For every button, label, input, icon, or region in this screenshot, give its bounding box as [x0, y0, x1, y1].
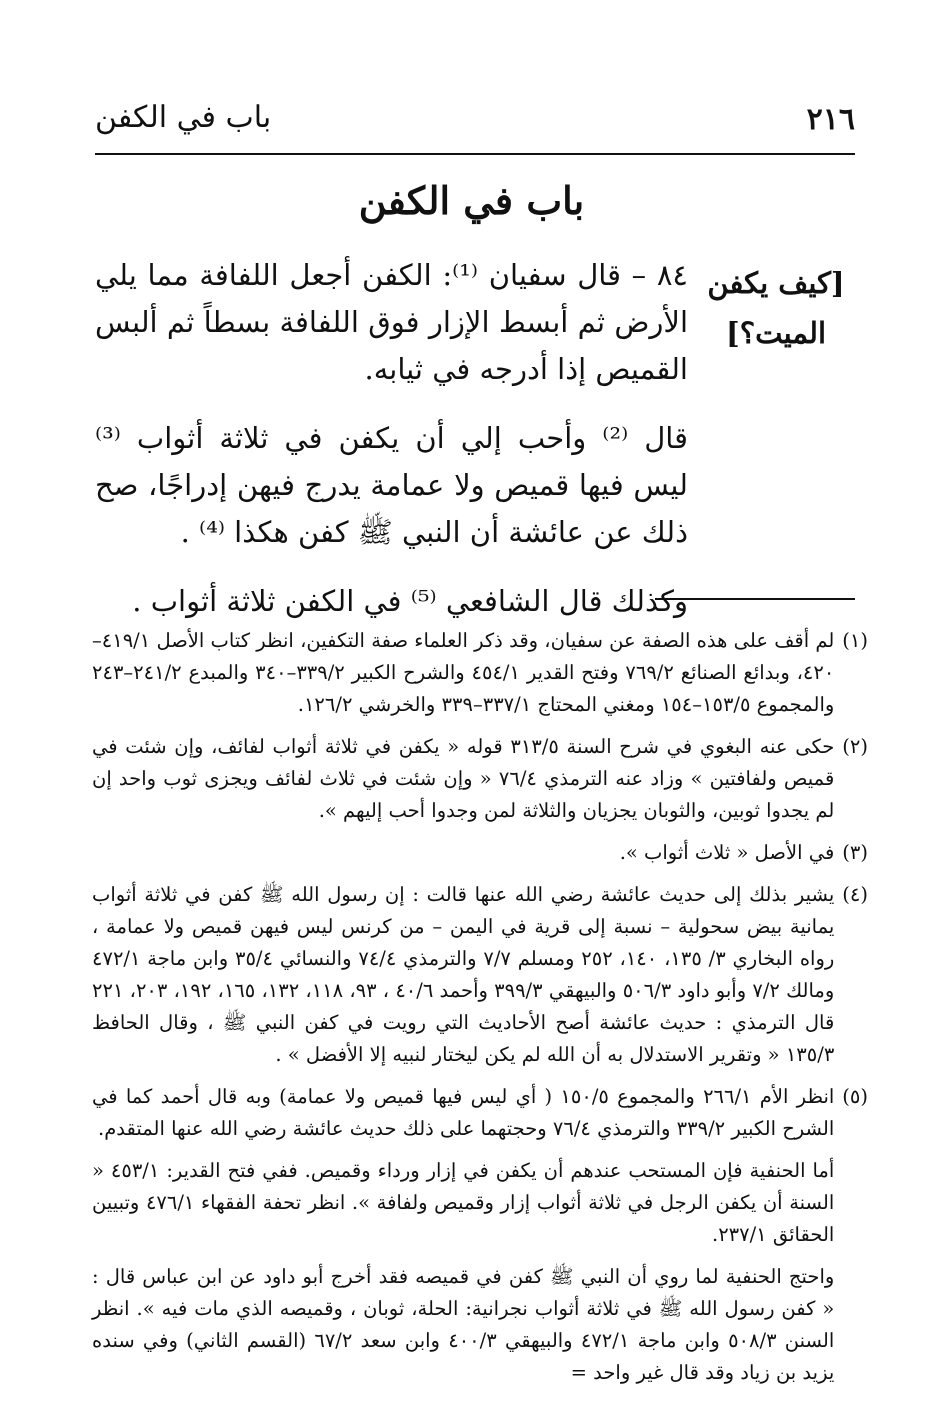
paragraph-2: قال ⁽²⁾ وأحب إلي أن يكفن في ثلاثة أثواب ⁽³⁾ ليس فيها قميص ولا عمامة يدرج فيهن إدراجًا، صح ذلك عن عائشة أن النبي ﷺ كفن هكذا ⁽⁴⁾ .: [95, 421, 688, 549]
footnote-label: (٢): [842, 735, 868, 758]
header-rule: [95, 153, 855, 155]
footnote-label: (٤): [842, 883, 868, 906]
paragraph-3: وكذلك قال الشافعي ⁽⁵⁾ في الكفن ثلاثة أثواب .: [132, 584, 688, 618]
footnote-5: [92, 1081, 868, 1399]
footnote-text: لم أقف على هذه الصفة عن سفيان، وقد ذكر العلماء صفة التكفين، انظر كتاب الأصل ٤١٩/١–٤٢٠، وبدائع الصنائع ٧٦٩/٢ وفتح القدير ٤٥٤/١ والشرح الكبير ٣٣٩/٢–٣٤٠ والمبدع ٢٤١/٢–٢٤٣ والمجموع ١٥٣/٥–١٥٤ ومغني المحتاج ٣٣٧/١–٣٣٩ والخرشي ١٢٦/٢.: [92, 629, 835, 716]
footnote-3: [92, 837, 868, 869]
paragraph-84: ٨٤ – قال سفيان ⁽¹⁾: الكفن أجعل اللفافة مما يلي الأرض ثم أبسط الإزار فوق اللفافة بسطاً ثم ألبس القميص إذا أدرجه في ثيابه.: [95, 258, 688, 386]
margin-note-line-1: [كيف يكفن: [707, 266, 845, 300]
footnote-text: حكى عنه البغوي في شرح السنة ٣١٣/٥ قوله « يكفن في ثلاثة أثواب لفائف، وإن شئت في قميص ولفافتين » وزاد عنه الترمذي ٧٦/٤ « وإن شئت في ثلاث لفائف ويجزى ثوب واحد إن لم يجدوا ثوبين، والثوبان يجزيان والثلاثة لمن وجدوا أحب إليهم ».: [92, 735, 835, 822]
margin-note-line-2: الميت؟]: [726, 316, 826, 350]
footnote-label: (٣): [842, 841, 868, 864]
footnote-label: (١): [842, 629, 868, 652]
page-number: ٢١٦: [806, 102, 855, 137]
footnote-1: [92, 625, 868, 721]
footnote-5-body: [92, 1081, 834, 1399]
footnote-text: في الأصل « ثلاث أثواب ».: [619, 841, 835, 864]
footnote-rule: [655, 598, 855, 600]
footnote-text: يشير بذلك إلى حديث عائشة رضي الله عنها قالت : إن رسول الله ﷺ كفن في ثلاثة أثواب يمانية بيض سحولية – نسبة إلى قرية في اليمن – من كرنس ليس فيهن قميص ولا عمامة ، رواه البخاري ٣/ ١٣٥، ١٤٠، ٢٥٢ ومسلم ٧/٧ والترمذي ٧٤/٤ والنسائي ٣٥/٤ وابن ماجة ٤٧٢/١ ومالك ٧/٢ وأبو داود ٥٠٦/٣ والبيهقي ٣٩٩/٣ وأحمد ٤٠/٦ ، ٩٣، ١١٨، ١٣٢، ١٦٥، ١٩٢، ٢٠٣، ٢٢١ قال الترمذي : حديث عائشة أصح الأحاديث التي رويت في كفن النبي ﷺ ، وقال الحافظ ١٣٥/٣ « وتقرير الاستدلال به أن الله لم يكن ليختار لنبيه إلا الأفضل » .: [92, 883, 835, 1066]
footnote-continuation: أما الحنفية فإن المستحب عندهم أن يكفن في إزار ورداء وقميص. ففي فتح القدير: ٤٥٣/١ « السنة أن يكفن الرجل في ثلاثة أثواب إزار وقميص ولفافة ». انظر تحفة الفقهاء ٤٧٦/١ وتبيين الحقائق ٢٣٧/١.: [92, 1159, 835, 1246]
running-title: باب في الكفن: [95, 100, 272, 135]
chapter-title: باب في الكفن: [358, 178, 585, 223]
page-header: [95, 92, 855, 154]
main-text: [95, 252, 688, 647]
margin-note: [701, 258, 851, 358]
footnote-2: [92, 731, 868, 827]
footnote-4: [92, 879, 868, 1071]
footnote-label: (٥): [842, 1085, 868, 1108]
footnote-continuation: واحتج الحنفية لما روي أن النبي ﷺ كفن في قميصه فقد أخرج أبو داود عن ابن عباس قال : « كفن رسول الله ﷺ في ثلاثة أثواب نجرانية: الحلة، ثوبان ، وقميصه الذي مات فيه ». انظر السنن ٥٠٨/٣ وابن ماجة ٤٧٢/١ والبيهقي ٤٠٠/٣ وابن سعد ٦٧/٢ (القسم الثاني) وفي سنده يزيد بن زياد وقد قال غير واحد =: [92, 1265, 835, 1384]
footnote-text: انظر الأم ٢٦٦/١ والمجموع ١٥٠/٥ ( أي ليس فيها قميص ولا عمامة) وبه قال أحمد كما في الشرح الكبير ٣٣٩/٢ والترمذي ٧٦/٤ وحجتهما على ذلك حديث عائشة رضي الله عنها المتقدم.: [92, 1085, 835, 1140]
footnotes: [92, 625, 868, 1409]
